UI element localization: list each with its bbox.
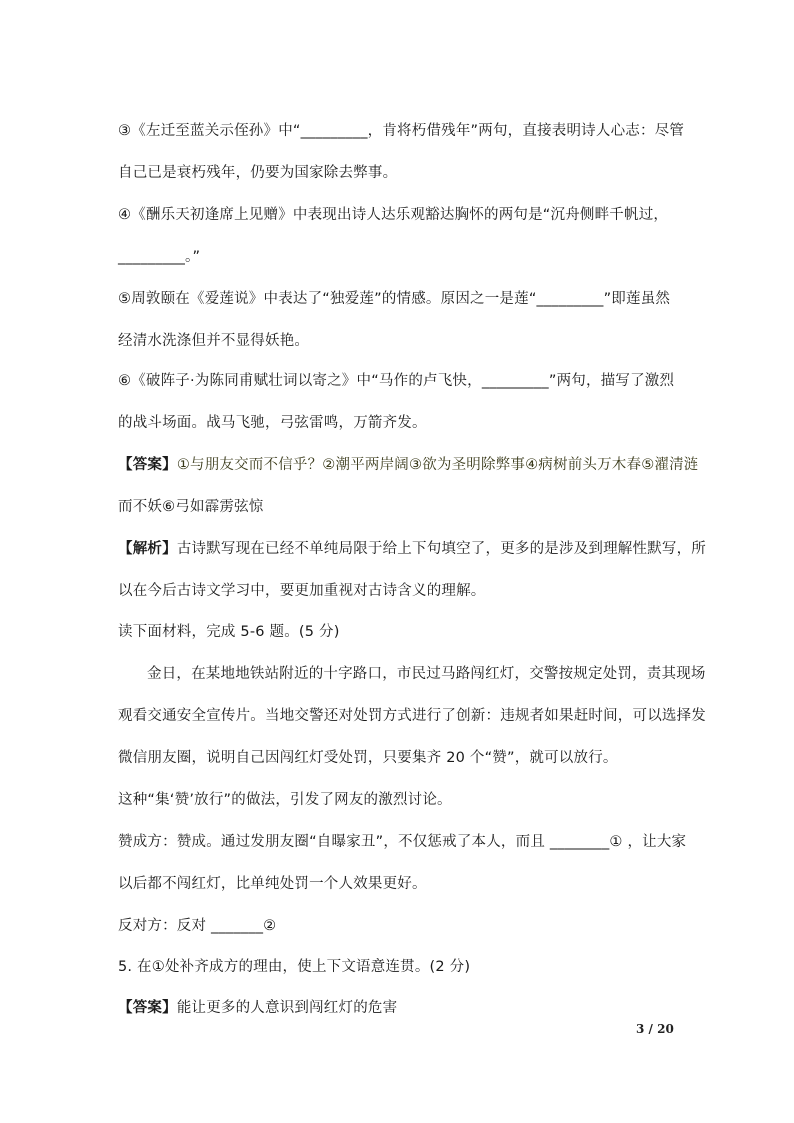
poem-item-5-line-2: 经清水洗涤但并不显得妖艳。 [118, 333, 310, 349]
page-number: 3 / 20 [636, 1022, 674, 1036]
material-line-6: 以后都不闯红灯，比单纯处罚一个人效果更好。 [118, 876, 427, 892]
material-line-2: 观看交通安全宣传片。当地交警还对处罚方式进行了创新：违规者如果赶时间，可以选择发 [118, 708, 706, 724]
answer-5-line [118, 998, 678, 1018]
answer-5-text: 能让更多的人意识到闯红灯的危害 [176, 1000, 398, 1016]
answer-line-2: 而不妖⑥弓如霹雳弦惊 [118, 499, 264, 515]
poem-item-4-line-2: _________。” [118, 249, 201, 265]
material-line-3: 微信朋友圈，说明自己因闯红灯受处罚，只要集齐 20 个“赞”，就可以放行。 [118, 750, 618, 766]
analysis-line-1 [118, 539, 707, 559]
answer-text: ①与朋友交而不信乎？②潮平两岸阔③欲为圣明除弊事④病树前头万木春⑤濯清涟 [176, 457, 699, 473]
answer-line-1 [118, 455, 699, 475]
material-line-1: 金日，在某地地铁站附近的十字路口，市民过马路闯红灯，交警按规定处罚，责其现场 [147, 666, 706, 682]
material-line-4: 这种“集‘赞’放行”的做法，引发了网友的激烈讨论。 [118, 792, 452, 808]
answer-tag: 【答案】 [118, 457, 177, 473]
answer-5-tag: 【答案】 [118, 1000, 177, 1016]
analysis-text: 古诗默写现在已经不单纯局限于给上下句填空了，更多的是涉及到理解性默写，所 [176, 541, 707, 557]
analysis-line-2: 以在今后古诗文学习中，要更加重视对古诗含义的理解。 [118, 583, 486, 599]
poem-item-6-line-1: ⑥《破阵子·为陈同甫赋壮词以寄之》中“马作的卢飞快，_________”两句，描写了激烈 [118, 373, 675, 389]
reading-instruction: 读下面材料，完成 5-6 题。(5 分) [118, 624, 340, 640]
material-line-5: 赞成方：赞成。通过发朋友圈“自曝家丑”，不仅惩戒了本人，而且 ________① ，让大家 [118, 834, 687, 850]
poem-item-6-line-2: 的战斗场面。战马飞驰，弓弦雷鸣，万箭齐发。 [118, 415, 427, 431]
poem-item-5-line-1: ⑤周敦颐在《爱莲说》中表达了“独爱莲”的情感。原因之一是莲“_________”即莲虽然 [118, 291, 671, 307]
material-line-7: 反对方：反对 _______② [118, 918, 277, 934]
question-5: 5. 在①处补齐成方的理由，使上下文语意连贯。(2 分) [118, 959, 471, 975]
poem-item-4-line-1: ④《酬乐天初逢席上见赠》中表现出诗人达乐观豁达胸怀的两句是“沉舟侧畔千帆过， [118, 207, 669, 223]
poem-item-3-line-1: ③《左迁至蓝关示侄孙》中“_________，肯将朽借残年”两句，直接表明诗人心志：尽管 [118, 123, 685, 139]
poem-item-3-line-2: 自己已是衰朽残年，仍要为国家除去弊事。 [118, 165, 398, 181]
analysis-tag: 【解析】 [118, 541, 177, 557]
